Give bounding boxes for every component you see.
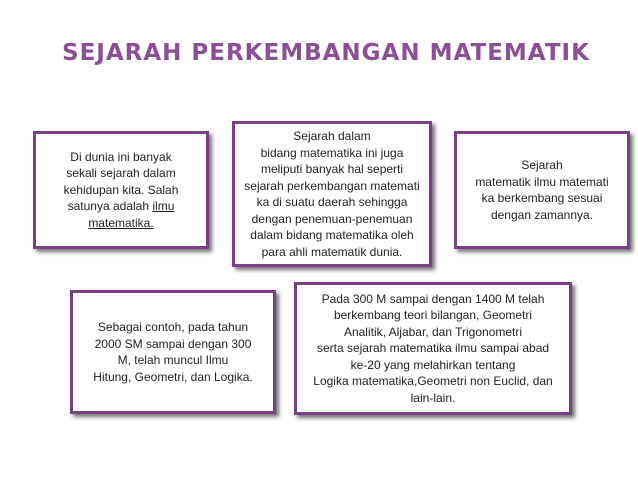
scope-line-2: bidang matematika ini juga [260,145,404,160]
history-scope-text [240,128,423,260]
example-line-1: Sebagai contoh, pada tahun [97,320,249,334]
example-line-2: 2000 SM sampai dengan 300 [94,336,252,351]
scope-line-7: dalam bidang matematika oleh [250,228,414,242]
evolution-line-1: Sejarah [521,158,563,172]
scope-line-3: meliputi banyak hal seperti [260,162,404,176]
scope-line-4: sejarah perkembangan matemati [244,178,420,193]
scope-line-5: ka di suatu daerah sehingga [256,195,408,209]
intro-text [60,149,183,232]
history-scope-box [232,121,432,267]
evolution-line-3: ka berkembang sesuai [481,191,603,205]
page-title: SEJARAH PERKEMBANGAN MATEMATIK [62,40,590,66]
intro-line-2: sekali sejarah dalam [66,166,176,181]
scope-line-6: dengan penemuan-penemuan [251,211,413,226]
intro-line-3: kehidupan kita. Salah [63,182,179,197]
intro-box [33,131,209,249]
development-line-3: Analitik, Aljabar, dan Trigonometri [343,324,523,339]
later-development-text [309,291,556,407]
intro-underlined-2: matematika. [88,215,154,230]
evolution-line-4: dengan zamannya. [490,207,594,222]
example-line-3: M, telah muncul Ilmu [117,353,229,367]
development-line-4: serta sejarah matematika ilmu sampai abad [316,341,550,356]
ancient-example-box [70,290,276,414]
evolution-line-2: matematik ilmu matemati [475,174,609,189]
development-line-5: ke-20 yang melahirkan tentang [350,357,516,372]
intro-line-4: satunya adalah [67,199,153,214]
scope-line-8: para ahli matematik dunia. [261,244,403,259]
evolution-box [454,131,630,249]
development-line-7: lain-lain. [410,390,456,405]
scope-line-1: Sejarah dalam [293,129,371,143]
evolution-text [471,157,612,223]
development-line-1: Pada 300 M sampai dengan 1400 M telah [321,291,545,306]
ancient-example-text [89,319,256,385]
later-development-box [294,282,572,415]
intro-underlined-1: ilmu [152,199,175,214]
development-line-2: berkembang teori bilangan, Geometri [333,308,533,323]
intro-line-1: Di dunia ini banyak [70,149,172,164]
development-line-6: Logika matematika,Geometri non Euclid, dan [313,374,553,389]
example-line-4: Hitung, Geometri, dan Logika. [93,369,253,384]
